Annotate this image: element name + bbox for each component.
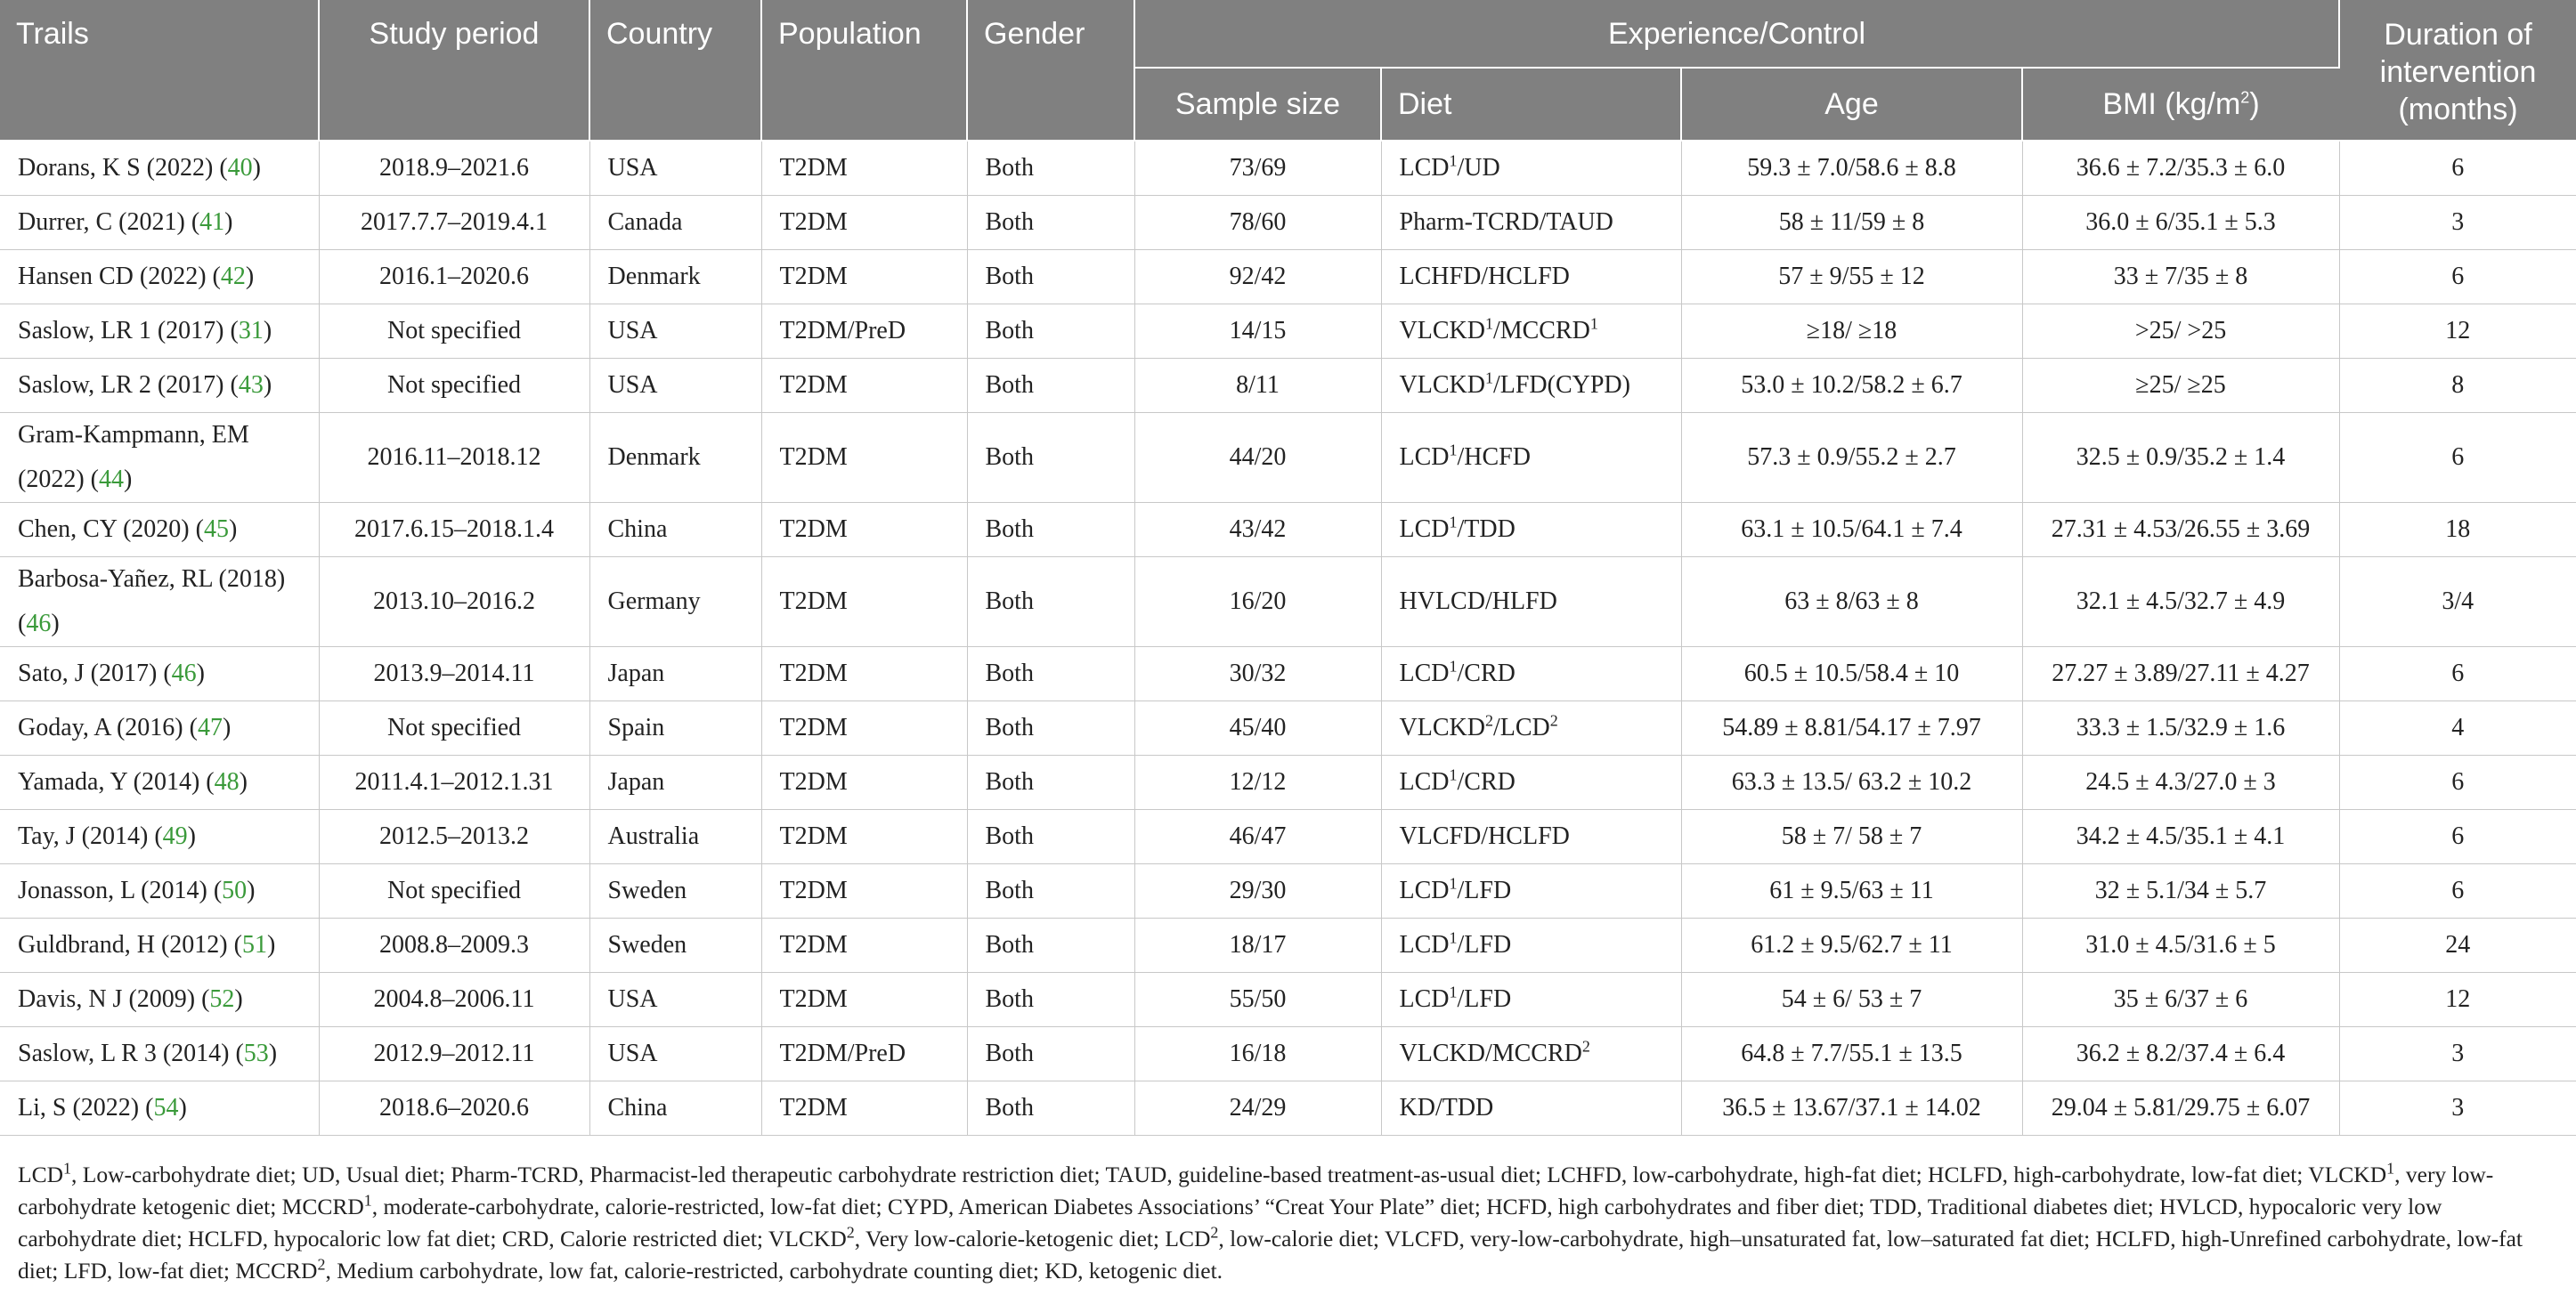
diet-sup: 2 [1581, 1037, 1590, 1056]
cell-sample-size: 78/60 [1134, 196, 1381, 250]
header-bmi-end: ) [2249, 87, 2260, 121]
header-duration-line2: intervention [2379, 55, 2537, 89]
cell-duration: 24 [2339, 919, 2576, 973]
cell-population: T2DM [761, 919, 967, 973]
cell-age: 54 ± 6/ 53 ± 7 [1681, 973, 2022, 1027]
cell-sample-size: 16/18 [1134, 1027, 1381, 1081]
diet-text-2: /CRD [1457, 768, 1516, 796]
cell-sample-size: 46/47 [1134, 810, 1381, 864]
cell-age: 63.3 ± 13.5/ 63.2 ± 10.2 [1681, 756, 2022, 810]
cell-trail: Durrer, C (2021) (41) [0, 196, 319, 250]
cell-duration: 3 [2339, 1027, 2576, 1081]
table-row [0, 864, 2576, 919]
cell-sample-size: 16/20 [1134, 557, 1381, 647]
cell-age: 54.89 ± 8.81/54.17 ± 7.97 [1681, 701, 2022, 756]
cell-study-period: Not specified [319, 864, 589, 919]
cell-population: T2DM [761, 810, 967, 864]
cell-duration: 6 [2339, 413, 2576, 503]
table-row [0, 647, 2576, 701]
table-row [0, 304, 2576, 359]
cell-population: T2DM [761, 557, 967, 647]
header-duration-line1: Duration of [2384, 18, 2532, 52]
cell-population: T2DM [761, 250, 967, 304]
header-trails: Trails [0, 0, 319, 141]
diet-sup: 1 [1449, 513, 1458, 531]
cell-population: T2DM [761, 701, 967, 756]
header-population: Population [761, 0, 967, 141]
cell-diet [1381, 304, 1681, 359]
cell-gender: Both [967, 503, 1134, 557]
reference-link[interactable]: 46 [26, 610, 52, 637]
diet-text-2: /LFD [1457, 931, 1512, 959]
cell-country: Spain [589, 701, 761, 756]
cell-gender: Both [967, 1081, 1134, 1136]
cell-duration: 3 [2339, 1081, 2576, 1136]
cell-study-period: Not specified [319, 304, 589, 359]
cell-study-period: 2017.6.15–2018.1.4 [319, 503, 589, 557]
cell-country: USA [589, 141, 761, 196]
cell-country: Australia [589, 810, 761, 864]
cell-sample-size: 44/20 [1134, 413, 1381, 503]
cell-duration: 3/4 [2339, 557, 2576, 647]
table-row [0, 250, 2576, 304]
diet-text: HVLCD/HLFD [1399, 587, 1557, 615]
table-row [0, 919, 2576, 973]
cell-country: USA [589, 304, 761, 359]
header-age: Age [1681, 68, 2022, 141]
cell-diet [1381, 864, 1681, 919]
cell-bmi: 27.27 ± 3.89/27.11 ± 4.27 [2022, 647, 2339, 701]
cell-diet [1381, 756, 1681, 810]
footnote-text: LCD [18, 1162, 63, 1187]
cell-population: T2DM/PreD [761, 1027, 967, 1081]
cell-age: 60.5 ± 10.5/58.4 ± 10 [1681, 647, 2022, 701]
cell-population: T2DM [761, 864, 967, 919]
cell-age: 63.1 ± 10.5/64.1 ± 7.4 [1681, 503, 2022, 557]
cell-bmi: 32.1 ± 4.5/32.7 ± 4.9 [2022, 557, 2339, 647]
cell-population: T2DM [761, 359, 967, 413]
cell-age: 57 ± 9/55 ± 12 [1681, 250, 2022, 304]
cell-gender: Both [967, 359, 1134, 413]
table-row [0, 557, 2576, 647]
trail-name: Dorans, K S (2022) [18, 154, 214, 182]
cell-sample-size: 12/12 [1134, 756, 1381, 810]
cell-age: 64.8 ± 7.7/55.1 ± 13.5 [1681, 1027, 2022, 1081]
cell-gender: Both [967, 141, 1134, 196]
diet-text: LCD [1399, 660, 1450, 687]
header-bmi [2022, 68, 2339, 141]
footnote-sup: 2 [1210, 1223, 1219, 1242]
trail-name: Gram-Kampmann, EM (2022) [18, 421, 249, 493]
cell-country: China [589, 1081, 761, 1136]
cell-trail: Yamada, Y (2014) (48) [0, 756, 319, 810]
cell-gender: Both [967, 919, 1134, 973]
trail-name: Li, S (2022) [18, 1094, 140, 1122]
cell-population: T2DM [761, 1081, 967, 1136]
diet-text: LCD [1399, 515, 1450, 543]
cell-population: T2DM [761, 413, 967, 503]
cell-study-period: 2013.9–2014.11 [319, 647, 589, 701]
cell-sample-size: 14/15 [1134, 304, 1381, 359]
diet-text: LCHFD/HCLFD [1399, 263, 1570, 290]
footnote-sup: 1 [363, 1191, 372, 1210]
cell-sample-size: 43/42 [1134, 503, 1381, 557]
header-duration-line3: (months) [2398, 93, 2518, 126]
cell-diet [1381, 413, 1681, 503]
cell-country: Germany [589, 557, 761, 647]
trail-name: Chen, CY (2020) [18, 515, 190, 543]
cell-study-period: 2018.9–2021.6 [319, 141, 589, 196]
diet-text-2: /UD [1457, 154, 1500, 182]
cell-study-period: Not specified [319, 359, 589, 413]
cell-gender: Both [967, 196, 1134, 250]
cell-sample-size: 45/40 [1134, 701, 1381, 756]
cell-study-period: 2011.4.1–2012.1.31 [319, 756, 589, 810]
table-row [0, 1027, 2576, 1081]
cell-study-period: 2016.1–2020.6 [319, 250, 589, 304]
cell-country: China [589, 503, 761, 557]
cell-country: Denmark [589, 413, 761, 503]
cell-gender: Both [967, 810, 1134, 864]
cell-gender: Both [967, 756, 1134, 810]
diet-text: LCD [1399, 877, 1450, 904]
cell-bmi: 33.3 ± 1.5/32.9 ± 1.6 [2022, 701, 2339, 756]
trail-name: Saslow, L R 3 (2014) [18, 1040, 230, 1067]
cell-gender: Both [967, 413, 1134, 503]
cell-bmi: 34.2 ± 4.5/35.1 ± 4.1 [2022, 810, 2339, 864]
cell-population: T2DM [761, 503, 967, 557]
trail-name: Goday, A (2016) [18, 714, 183, 741]
trail-name: Jonasson, L (2014) [18, 877, 207, 904]
diet-text-2: /LCD [1492, 714, 1550, 741]
header-study-period: Study period [319, 0, 589, 141]
cell-bmi: 24.5 ± 4.3/27.0 ± 3 [2022, 756, 2339, 810]
trail-name: Barbosa-Yañez, RL (2018) [18, 565, 286, 593]
cell-population: T2DM [761, 647, 967, 701]
cell-diet [1381, 810, 1681, 864]
footnote-text: , very low-carbohydrate ketogenic diet; MCCRD [18, 1162, 2494, 1219]
diet-text-2: /TDD [1457, 515, 1516, 543]
trail-name: Hansen CD (2022) [18, 263, 207, 290]
cell-trail: Hansen CD (2022) (42) [0, 250, 319, 304]
cell-bmi: 31.0 ± 4.5/31.6 ± 5 [2022, 919, 2339, 973]
reference-link[interactable]: 51 [241, 931, 267, 959]
diet-text: LCD [1399, 768, 1450, 796]
cell-diet [1381, 250, 1681, 304]
diet-text: LCD [1399, 154, 1450, 182]
diet-sup: 1 [1449, 928, 1458, 947]
diet-sup: 1 [1484, 314, 1493, 333]
diet-text: VLCKD [1399, 371, 1485, 399]
table-row [0, 1081, 2576, 1136]
cell-gender: Both [967, 973, 1134, 1027]
cell-age: 53.0 ± 10.2/58.2 ± 6.7 [1681, 359, 2022, 413]
diet-text: VLCKD [1399, 714, 1485, 741]
cell-age: 63 ± 8/63 ± 8 [1681, 557, 2022, 647]
cell-age: 57.3 ± 0.9/55.2 ± 2.7 [1681, 413, 2022, 503]
cell-study-period: Not specified [319, 701, 589, 756]
cell-duration: 3 [2339, 196, 2576, 250]
reference-link[interactable]: 43 [238, 371, 264, 399]
header-bmi-sup: 2 [2240, 88, 2250, 107]
cell-gender: Both [967, 304, 1134, 359]
cell-gender: Both [967, 864, 1134, 919]
table-header [0, 0, 2576, 141]
cell-bmi: >25/ >25 [2022, 304, 2339, 359]
reference-link[interactable]: 40 [227, 154, 253, 182]
trail-name: Davis, N J (2009) [18, 985, 196, 1013]
diet-text: VLCKD/MCCRD [1399, 1040, 1582, 1067]
cell-diet [1381, 973, 1681, 1027]
cell-diet [1381, 647, 1681, 701]
diet-text-2: /MCCRD [1492, 317, 1590, 344]
cell-trail: Tay, J (2014) (49) [0, 810, 319, 864]
diet-text: Pharm-TCRD/TAUD [1399, 208, 1613, 236]
cell-country: Japan [589, 756, 761, 810]
reference-link[interactable]: 50 [222, 877, 248, 904]
trail-name: Saslow, LR 1 (2017) [18, 317, 224, 344]
reference-link[interactable]: 46 [171, 660, 197, 687]
cell-duration: 6 [2339, 756, 2576, 810]
cell-population: T2DM/PreD [761, 304, 967, 359]
cell-trail: Saslow, LR 2 (2017) (43) [0, 359, 319, 413]
diet-sup: 2 [1484, 711, 1493, 730]
footnote-sup: 1 [63, 1159, 71, 1178]
cell-bmi: 27.31 ± 4.53/26.55 ± 3.69 [2022, 503, 2339, 557]
diet-text-2: /HCFD [1457, 443, 1531, 471]
footnote-sup: 2 [846, 1223, 855, 1242]
footnote-text: , low-calorie diet; VLCFD, very-low-carbohydrate, high–unsaturated fat, low–saturated fat diet; HCLFD, high-Unrefined carbohydrate, low-fat diet; LFD, low-fat diet; MCCRD [18, 1226, 2523, 1284]
diet-text-2: /LFD [1457, 985, 1512, 1013]
table-row [0, 756, 2576, 810]
cell-trail: Saslow, L R 3 (2014) (53) [0, 1027, 319, 1081]
cell-sample-size: 29/30 [1134, 864, 1381, 919]
diet-sup: 1 [1449, 983, 1458, 1001]
table-row [0, 196, 2576, 250]
footnote-sup: 2 [317, 1255, 326, 1274]
diet-sup-2: 1 [1589, 314, 1598, 333]
trail-name: Yamada, Y (2014) [18, 768, 200, 796]
table-row [0, 503, 2576, 557]
cell-duration: 18 [2339, 503, 2576, 557]
cell-country: Japan [589, 647, 761, 701]
cell-country: USA [589, 973, 761, 1027]
header-gender: Gender [967, 0, 1134, 141]
diet-sup: 1 [1449, 765, 1458, 784]
cell-trail: Goday, A (2016) (47) [0, 701, 319, 756]
cell-age: 58 ± 11/59 ± 8 [1681, 196, 2022, 250]
cell-sample-size: 18/17 [1134, 919, 1381, 973]
trail-name: Durrer, C (2021) [18, 208, 185, 236]
cell-diet [1381, 919, 1681, 973]
cell-bmi: ≥25/ ≥25 [2022, 359, 2339, 413]
diet-text: VLCFD/HCLFD [1399, 822, 1570, 850]
cell-duration: 4 [2339, 701, 2576, 756]
cell-age: 58 ± 7/ 58 ± 7 [1681, 810, 2022, 864]
diet-sup-2: 2 [1549, 711, 1558, 730]
cell-duration: 6 [2339, 810, 2576, 864]
cell-study-period: 2012.5–2013.2 [319, 810, 589, 864]
table-row [0, 973, 2576, 1027]
table-row [0, 701, 2576, 756]
cell-trail: Barbosa-Yañez, RL (2018) (46) [0, 557, 319, 647]
table-row [0, 359, 2576, 413]
reference-link[interactable]: 45 [203, 515, 229, 543]
diet-sup: 1 [1449, 441, 1458, 459]
diet-sup: 1 [1484, 368, 1493, 387]
cell-trail: Li, S (2022) (54) [0, 1081, 319, 1136]
cell-study-period: 2004.8–2006.11 [319, 973, 589, 1027]
cell-study-period: 2012.9–2012.11 [319, 1027, 589, 1081]
cell-trail: Chen, CY (2020) (45) [0, 503, 319, 557]
reference-link[interactable]: 52 [209, 985, 235, 1013]
cell-study-period: 2017.7.7–2019.4.1 [319, 196, 589, 250]
trail-name: Tay, J (2014) [18, 822, 149, 850]
cell-study-period: 2016.11–2018.12 [319, 413, 589, 503]
diet-text-2: /LFD [1457, 877, 1512, 904]
cell-trail: Jonasson, L (2014) (50) [0, 864, 319, 919]
cell-country: Sweden [589, 919, 761, 973]
reference-link[interactable]: 41 [199, 208, 225, 236]
reference-link[interactable]: 49 [162, 822, 188, 850]
reference-link[interactable]: 48 [214, 768, 240, 796]
cell-duration: 12 [2339, 973, 2576, 1027]
cell-bmi: 36.2 ± 8.2/37.4 ± 6.4 [2022, 1027, 2339, 1081]
cell-sample-size: 73/69 [1134, 141, 1381, 196]
cell-gender: Both [967, 1027, 1134, 1081]
header-duration [2339, 0, 2576, 141]
cell-sample-size: 8/11 [1134, 359, 1381, 413]
cell-trail: Sato, J (2017) (46) [0, 647, 319, 701]
table-footnote [18, 1159, 2564, 1287]
diet-text-2: /LFD(CYPD) [1492, 371, 1630, 399]
cell-gender: Both [967, 557, 1134, 647]
footnote-text: , moderate-carbohydrate, calorie-restricted, low-fat diet; CYPD, American Diabetes Associations’ “Creat Your Plate” diet; HCFD, high carbohydrates and fiber diet; TDD, Traditional diabetes diet; HVLCD, hypocaloric very low carbohydrate diet; HCLFD, hypocaloric low fat diet; CRD, Calorie restricted diet; VLCKD [18, 1194, 2442, 1251]
footnote-text: , Very low-calorie-ketogenic diet; LCD [854, 1226, 1211, 1251]
header-experience-control: Experience/Control [1134, 0, 2339, 68]
trail-name: Saslow, LR 2 (2017) [18, 371, 224, 399]
cell-age: 36.5 ± 13.67/37.1 ± 14.02 [1681, 1081, 2022, 1136]
cell-bmi: 33 ± 7/35 ± 8 [2022, 250, 2339, 304]
diet-sup: 1 [1449, 151, 1458, 170]
reference-link[interactable]: 47 [197, 714, 223, 741]
cell-population: T2DM [761, 756, 967, 810]
footnote-sup: 1 [2386, 1159, 2395, 1178]
cell-duration: 12 [2339, 304, 2576, 359]
cell-bmi: 36.6 ± 7.2/35.3 ± 6.0 [2022, 141, 2339, 196]
cell-diet [1381, 359, 1681, 413]
cell-age: 61 ± 9.5/63 ± 11 [1681, 864, 2022, 919]
diet-text: KD/TDD [1399, 1094, 1494, 1122]
header-diet: Diet [1381, 68, 1681, 141]
cell-trail: Gram-Kampmann, EM (2022) (44) [0, 413, 319, 503]
reference-link[interactable]: 54 [153, 1094, 179, 1122]
cell-duration: 8 [2339, 359, 2576, 413]
cell-diet [1381, 503, 1681, 557]
footnote-text: , Low-carbohydrate diet; UD, Usual diet; Pharm-TCRD, Pharmacist-led therapeutic carbohydrate restriction diet; TAUD, guideline-based treatment-as-usual diet; LCHFD, low-carbohydrate, high-fat diet; HCLFD, high-carbohydrate, low-fat diet; VLCKD [71, 1162, 2387, 1187]
reference-link[interactable]: 53 [243, 1040, 269, 1067]
cell-duration: 6 [2339, 141, 2576, 196]
trail-name: Guldbrand, H (2012) [18, 931, 228, 959]
trail-name: Sato, J (2017) [18, 660, 158, 687]
cell-duration: 6 [2339, 864, 2576, 919]
cell-duration: 6 [2339, 647, 2576, 701]
cell-country: Sweden [589, 864, 761, 919]
reference-link[interactable]: 42 [220, 263, 246, 290]
cell-study-period: 2018.6–2020.6 [319, 1081, 589, 1136]
cell-trail: Dorans, K S (2022) (40) [0, 141, 319, 196]
cell-country: USA [589, 359, 761, 413]
cell-study-period: 2008.8–2009.3 [319, 919, 589, 973]
footnote-text: , Medium carbohydrate, low fat, calorie-restricted, carbohydrate counting diet; KD, ketogenic diet. [325, 1258, 1223, 1284]
header-country: Country [589, 0, 761, 141]
diet-text-2: /CRD [1457, 660, 1516, 687]
diet-sup: 1 [1449, 657, 1458, 676]
cell-age: 61.2 ± 9.5/62.7 ± 11 [1681, 919, 2022, 973]
table-body [0, 141, 2576, 1136]
cell-diet [1381, 1027, 1681, 1081]
cell-bmi: 35 ± 6/37 ± 6 [2022, 973, 2339, 1027]
diet-text: LCD [1399, 443, 1450, 471]
cell-gender: Both [967, 250, 1134, 304]
header-sample-size: Sample size [1134, 68, 1381, 141]
diet-text: LCD [1399, 985, 1450, 1013]
cell-bmi: 36.0 ± 6/35.1 ± 5.3 [2022, 196, 2339, 250]
cell-country: USA [589, 1027, 761, 1081]
table-row [0, 810, 2576, 864]
reference-link[interactable]: 31 [238, 317, 264, 344]
cell-diet [1381, 141, 1681, 196]
table-row [0, 413, 2576, 503]
cell-population: T2DM [761, 973, 967, 1027]
cell-sample-size: 30/32 [1134, 647, 1381, 701]
cell-diet [1381, 557, 1681, 647]
table-row [0, 141, 2576, 196]
cell-population: T2DM [761, 141, 967, 196]
cell-population: T2DM [761, 196, 967, 250]
cell-diet [1381, 701, 1681, 756]
cell-duration: 6 [2339, 250, 2576, 304]
cell-sample-size: 55/50 [1134, 973, 1381, 1027]
cell-bmi: 29.04 ± 5.81/29.75 ± 6.07 [2022, 1081, 2339, 1136]
cell-country: Denmark [589, 250, 761, 304]
cell-gender: Both [967, 647, 1134, 701]
header-bmi-text: BMI (kg/m [2102, 87, 2241, 121]
cell-sample-size: 92/42 [1134, 250, 1381, 304]
diet-sup: 1 [1449, 874, 1458, 893]
cell-age: 59.3 ± 7.0/58.6 ± 8.8 [1681, 141, 2022, 196]
cell-trail: Davis, N J (2009) (52) [0, 973, 319, 1027]
cell-trail: Guldbrand, H (2012) (51) [0, 919, 319, 973]
diet-text: LCD [1399, 931, 1450, 959]
diet-text: VLCKD [1399, 317, 1485, 344]
cell-diet [1381, 196, 1681, 250]
cell-age: ≥18/ ≥18 [1681, 304, 2022, 359]
cell-bmi: 32.5 ± 0.9/35.2 ± 1.4 [2022, 413, 2339, 503]
cell-bmi: 32 ± 5.1/34 ± 5.7 [2022, 864, 2339, 919]
cell-gender: Both [967, 701, 1134, 756]
cell-trail: Saslow, LR 1 (2017) (31) [0, 304, 319, 359]
reference-link[interactable]: 44 [98, 466, 124, 493]
cell-country: Canada [589, 196, 761, 250]
cell-diet [1381, 1081, 1681, 1136]
cell-sample-size: 24/29 [1134, 1081, 1381, 1136]
cell-study-period: 2013.10–2016.2 [319, 557, 589, 647]
